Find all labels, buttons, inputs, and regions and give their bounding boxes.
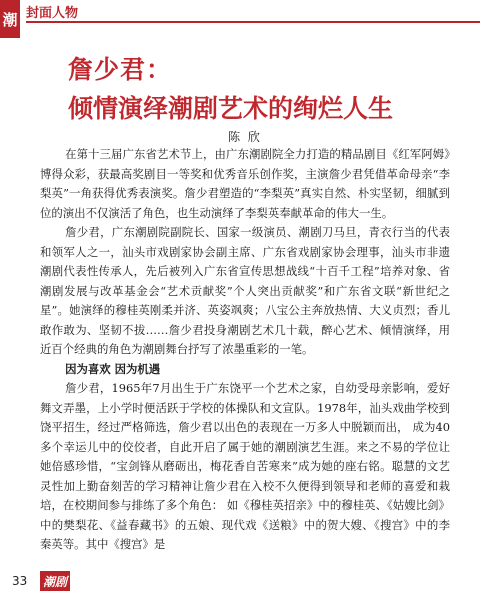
page-number: 33: [12, 574, 28, 588]
section-subheading: 因为喜欢 因为机遇: [65, 361, 161, 376]
paragraph-3: 詹少君，1965年7月出生于广东饶平一个艺术之家，自幼受母亲影响，爱好舞文弄墨，上小学时便活跃于学校的体操队和文宣队。1978年，汕头戏曲学校到饶平招生，经过严格筛选，詹少君以出色的表现在一万多人中脱颖而出， 成为40多个幸运儿中的佼佼者，自此开启了属于她的潮剧演艺生涯。来之不易的学位让她倍感珍惜，“宝剑锋从磨砺出，梅花香自苦寒来”成为她的座右铭。聪慧的文艺灵性加上勤奋刻苦的学习精神让詹少君在入校不久便得到领导和老师的喜爱和栽培，在校期间参与排练了多个角色： 如《穆桂英招亲》中的穆桂英、《姑嫂比剑》中的樊梨花、《益春藏书》的五娘、现代戏《送粮》中的贺大嫂、《搜宫》中的李秦英等。其中《搜宫》是: [40, 381, 450, 551]
section-tab-logo: 潮: [0, 0, 20, 38]
article-body: [40, 145, 450, 555]
author-byline: 陈 欣: [228, 130, 262, 144]
header-divider: [26, 21, 480, 23]
article-title-line2: 倾情演绎潮剧艺术的绚烂人生: [68, 94, 394, 123]
section-label: 封面人物: [26, 6, 79, 21]
paragraph-2: 詹少君，广东潮剧院副院长、国家一级演员、潮剧刀马旦，青衣行当的代表和领军人之一，汕头市戏剧家协会副主席、广东省戏剧家协会理事，汕头市非遗潮剧代表性传承人，先后被列入广东省宣传思想战线“十百千工程”培养对象、省潮剧发展与改革基金会“艺术贡献奖”个人突出贡献奖”和广东省文联“新世纪之星”。她演绎的穆桂英刚柔并济、英姿飒爽；八宝公主奔放热情、大义贞烈；香儿敢作敢为、坚韧不拔……詹少君投身潮剧艺术几十载，醉心艺术、倾情演绎，用近百个经典的角色为潮剧舞台抒写了浓墨重彩的一笔。: [40, 225, 450, 356]
footer-logo: 潮剧: [40, 571, 70, 591]
paragraph-1: 在第十三届广东省艺术节上，由广东潮剧院全力打造的精品剧目《红军阿姆》博得众彩，获最高奖剧目一等奖和优秀音乐创作奖，主演詹少君凭借革命母亲“李梨英”一角获得优秀表演奖。詹少君塑造的“李梨英”真实自然、朴实坚韧，细腻到位的演出不仅演活了角色，也生动演绎了李梨英奉献革命的伟大一生。: [40, 147, 450, 220]
article-title-line1: 詹少君：: [68, 55, 173, 84]
